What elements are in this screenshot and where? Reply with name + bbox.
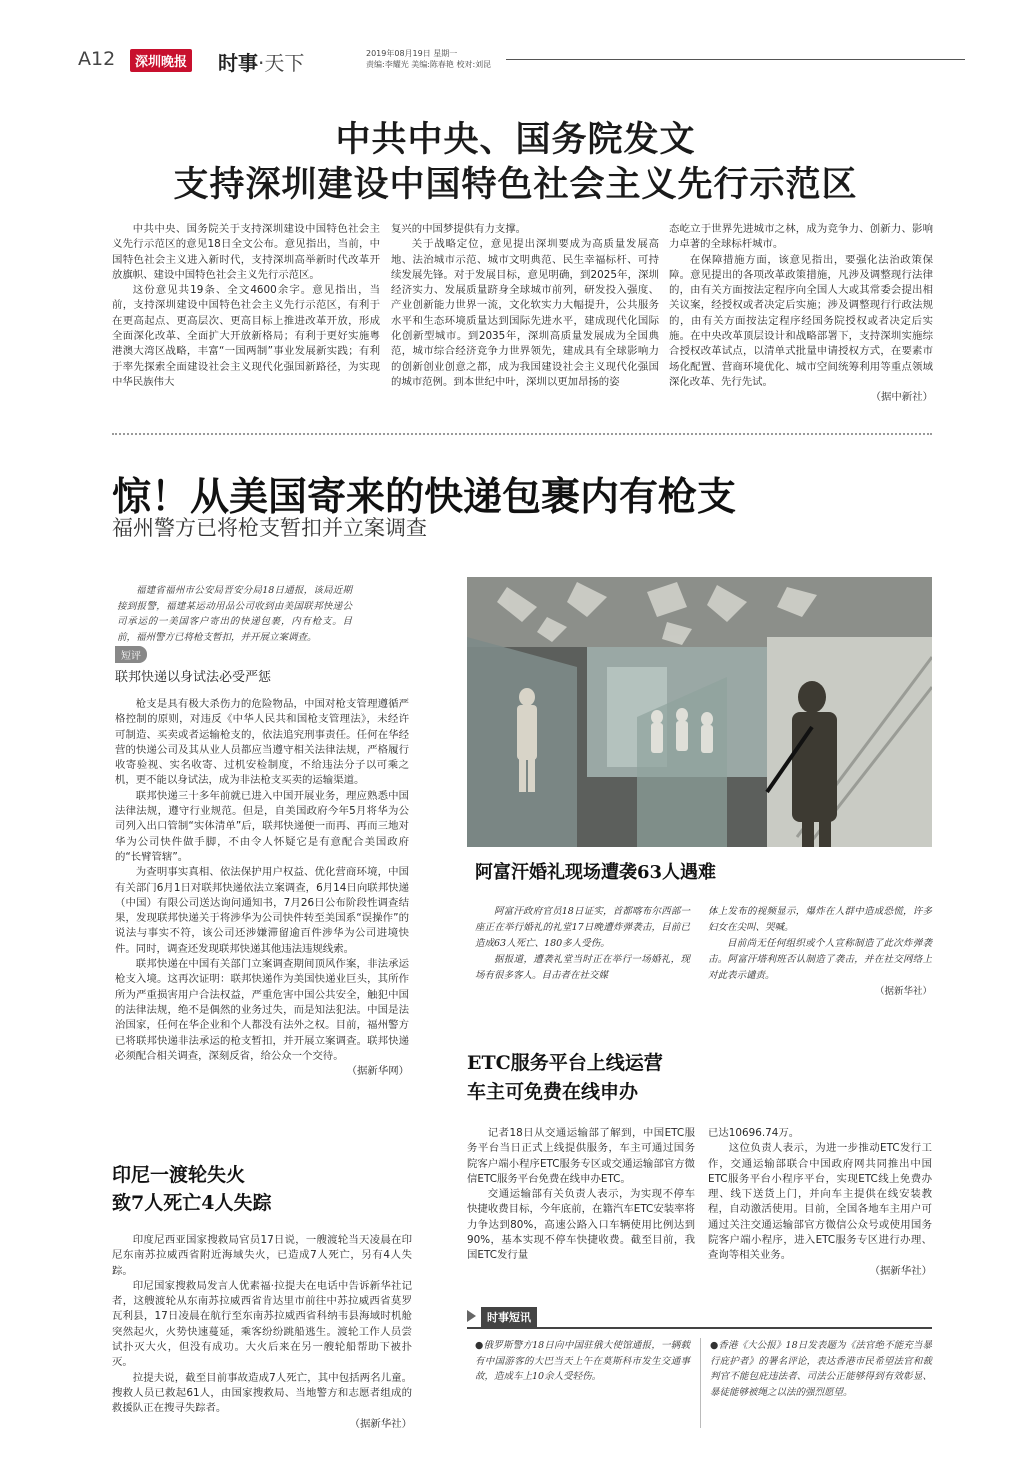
brief-text: ●香港《大公报》18日发表题为《法官绝不能充当暴行庇护者》的署名评论，表达香港市民希望法官和裁判官不能包庇违法者、司法公正能够得到有效彰显、暴徒能够被绳之以法的强烈愿望。 [710, 1340, 932, 1398]
etc-paragraph: 已达10696.74万。 [708, 1127, 800, 1139]
brief-item [710, 1338, 932, 1400]
newspaper-logo: 深圳晚报 [130, 49, 192, 72]
lead-column-2 [391, 222, 659, 390]
afghan-source: （据新华社） [874, 986, 932, 997]
news-photo-afghan-wedding-hall [467, 577, 932, 847]
indonesia-paragraph: 印尼国家搜救局发言人优素福·拉提夫在电话中告诉新华社记者，这艘渡轮从东南苏拉威西省肯达里市前往中苏拉威西省莫罗瓦利县，17日凌晨在航行至东南苏拉威西省科纳韦县海域时机舱突然起火，火势快速蔓延，乘客纷纷跳船逃生。渡轮工作人员尝试扑灭大火，但没有成功。大火后来在另一艘轮船帮助下被扑灭。 [112, 1279, 412, 1369]
lead-headline-line1: 中共中央、国务院发文 [335, 119, 696, 160]
brief-item [475, 1338, 690, 1385]
news-briefs-header [467, 1305, 932, 1329]
afghan-column-2 [708, 904, 932, 1000]
afghan-paragraph: 目前尚无任何组织或个人宣称制造了此次炸弹袭击。阿富汗塔利班否认制造了袭击，并在社交网络上对此表示谴责。 [708, 938, 932, 981]
lead-column-3 [669, 222, 933, 406]
etc-headline-line2: 车主可免费在线申办 [467, 1081, 639, 1103]
lead-column-1 [112, 222, 380, 390]
lead-paragraph: 这份意见共19条、全文4600余字。意见指出，当前，支持深圳建设中国特色社会主义先行示范区，有利于在更高起点、更高层次、更高目标上推进改革开放，形成全面深化改革、全面扩大开放新格局；有利于更好实施粤港澳大湾区战略，丰富“一国两制”事业发展新实践；有利于率先探索全面建设社会主义现代化强国新路径，为实现中华民族伟大 [112, 284, 380, 388]
indonesia-headline-line2: 致7人死亡4人失踪 [112, 1192, 272, 1214]
afghan-paragraph: 阿富汗政府官员18日证实，首都喀布尔西部一座正在举行婚礼的礼堂17日晚遭炸弹袭击，目前已造成63人死亡、180多人受伤。 [475, 906, 690, 949]
afghan-paragraph: 据报道，遭袭礼堂当时正在举行一场婚礼，现场有很多客人。目击者在社交媒 [475, 954, 690, 981]
lead-source: （据中新社） [870, 391, 933, 404]
indonesia-paragraph: 拉提夫说，截至目前事故造成7人死亡，其中包括两名儿童。搜救人员已救起61人，由国家搜救局、当地警方和志愿者组成的救援队正在搜寻失踪者。 [112, 1371, 412, 1415]
gun-subheadline: 福州警方已将枪支暂扣并立案调查 [112, 516, 427, 540]
brief-text: ●俄罗斯警方18日向中国驻俄大使馆通报，一辆载有中国游客的大巴当天上午在莫斯科市发生交通事故，造成车上10余人受轻伤。 [475, 1340, 690, 1382]
etc-headline-line1: ETC服务平台上线运营 [467, 1052, 663, 1074]
page-header [70, 46, 965, 75]
page-number: A12 [78, 48, 116, 70]
lead-paragraph: 态屹立于世界先进城市之林，成为竞争力、创新力、影响力卓著的全球标杆城市。 [669, 223, 933, 251]
gun-lede [117, 583, 352, 645]
brief-divider [700, 1338, 701, 1428]
indonesia-paragraph: 印度尼西亚国家搜救局官员17日说，一艘渡轮当天凌晨在印尼东南苏拉威西省附近海域失火，已造成7人死亡，另有4人失踪。 [112, 1234, 412, 1277]
commentary-tag: 短评 [115, 646, 147, 663]
section-name [218, 47, 304, 76]
etc-paragraph: 交通运输部有关负责人表示，为实现不停车快捷收费目标，今年底前，在籍汽车ETC安装率将力争达到80%，高速公路入口车辆使用比例达到90%，基本实现不停车快捷收费。截至目前，我国ETC发行量 [467, 1188, 695, 1262]
section-sub-label: ·天下 [258, 51, 305, 75]
indonesia-source: （据新华社） [349, 1417, 412, 1430]
editor-credits: 责编:李耀光 美编:陈春艳 校对:刘昆 [366, 60, 492, 69]
afghan-column-1 [475, 904, 690, 984]
header-rule [506, 59, 965, 60]
gun-headline: 惊！从美国寄来的快递包裹内有枪支 [112, 475, 737, 520]
commentary-body [115, 697, 409, 1079]
etc-paragraph: 这位负责人表示，为进一步推动ETC发行工作，交通运输部联合中国政府网共同推出中国ETC服务平台小程序平台，实现ETC线上免费办理、线下送货上门，并向车主提供在线安装教程，自动激活使用。目前，全国各地车主用户可通过关注交通运输部官方微信公众号或使用国务院客户端小程序，进入ETC服务专区进行办理、查询等相关业务。 [708, 1142, 932, 1262]
lead-paragraph: 在保障措施方面，该意见指出，要强化法治政策保障。意见提出的各项改革政策措施，凡涉及调整现行法律的，由有关方面按法定程序向全国人大或其常委会提出相关议案，经授权或者决定后实施；涉及调整现行行政法规的，由有关方面按法定程序经国务院授权或者决定后实施。在中央改革顶层设计和战略部署下，支持深圳实施综合授权改革试点，以清单式批量申请授权方式，在要素市场化配置、营商环境优化、城市空间统筹利用等重点领域深化改革、先行先试。 [669, 253, 933, 388]
photo-caption: 阿富汗婚礼现场遭袭63人遇难 [475, 862, 717, 883]
commentary-paragraph: 联邦快递在中国有关部门立案调查期间顶风作案，非法承运枪支入境。这再次证明：联邦快递作为美国快递业巨头，其所作所为严重损害用户合法权益，严重危害中国公共安全，触犯中国的法律法规，绝不是偶然的业务过失，而是知法犯法。中国是法治国家，任何在华企业和个人都没有法外之权。目前，福州警方已将联邦快递非法承运的枪支暂扣，并开展立案调查。联邦快递必须配合相关调查，深刻反省，给公众一个交待。 [115, 958, 409, 1062]
indonesia-headline-line1: 印尼一渡轮失火 [112, 1164, 246, 1186]
section-divider [112, 433, 932, 435]
news-briefs-label: 时事短讯 [481, 1307, 537, 1327]
etc-paragraph: 记者18日从交通运输部了解到，中国ETC服务平台当日正式上线提供服务，车主可通过国务院客户端小程序ETC服务专区或交通运输部官方微信ETC服务平台免费在线申办ETC。 [467, 1127, 695, 1185]
lead-paragraph: 关于战略定位，意见提出深圳要成为高质量发展高地、法治城市示范、城市文明典范、民生幸福标杆、可持续发展先锋。对于发展目标，意见明确，到2025年，深圳经济实力、发展质量跻身全球城市前列，研发投入强度、产业创新能力世界一流，文化软实力大幅提升，公共服务水平和生态环境质量达到国际先进水平，建成现代化国际化创新型城市。到2035年，深圳高质量发展成为全国典范，城市综合经济竞争力世界领先，建成具有全球影响力的创新创业创意之都，成为我国建设社会主义现代化强国的城市范例。到本世纪中叶，深圳以更加昂扬的姿 [391, 238, 659, 388]
commentary-paragraph: 枪支是具有极大杀伤力的危险物品，中国对枪支管理遵循严格控制的原则，对违反《中华人民共和国枪支管理法》，未经许可制造、买卖或者运输枪支的，依法追究刑事责任。任何在华经营的快递公司及其从业人员都应当遵守相关法律法规，严格履行收寄验视、实名收寄、过机安检制度，不给违法分子以可乘之机，更不能以身试法，成为非法枪支买卖的运输渠道。 [115, 698, 409, 787]
gun-lede-text: 福建省福州市公安局晋安分局18日通报，该局近期接到报警，福建某运动用品公司收到由美国联邦快递公司承运的一美国客户寄出的快递包裹，内有枪支。目前，福州警方已将枪支暂扣，并开展立案调查。 [117, 585, 352, 643]
indonesia-body [112, 1233, 412, 1432]
commentary-paragraph: 联邦快递三十多年前就已进入中国开展业务，理应熟悉中国法律法规，遵守行业规范。但是，自美国政府今年5月将华为公司列入出口管制“实体清单”后，联邦快递便一而再、再而三地对华为公司快件做手脚，不由令人怀疑它是有意配合美国政府的“长臂管辖”。 [115, 789, 409, 863]
etc-source: （据新华社） [869, 1264, 932, 1277]
triangle-marker-icon [467, 1310, 476, 1322]
issue-date: 2019年08月19日 星期一 [366, 49, 458, 58]
section-label: 时事 [218, 51, 258, 75]
etc-column-2 [708, 1126, 932, 1279]
afghan-paragraph: 体上发布的视频显示，爆炸在人群中造成恐慌，许多妇女在尖叫、哭喊。 [708, 906, 932, 933]
commentary-source: （据新华网） [346, 1065, 409, 1078]
lead-paragraph: 中共中央、国务院关于支持深圳建设中国特色社会主义先行示范区的意见18日全文公布。意见指出，当前，中国特色社会主义进入新时代，支持深圳高举新时代改革开放旗帜、建设中国特色社会主义先行示范区。 [112, 223, 380, 281]
commentary-title: 联邦快递以身试法必受严惩 [115, 670, 272, 685]
etc-column-1 [467, 1126, 695, 1264]
lead-paragraph: 复兴的中国梦提供有力支撑。 [391, 223, 527, 235]
header-meta [366, 48, 491, 70]
commentary-paragraph: 为查明事实真相、依法保护用户权益、优化营商环境，中国有关部门6月1日对联邦快递依法立案调查，6月14日向联邦快递（中国）有限公司送达询问通知书，7月26日公布阶段性调查结果，发现联邦快递关于将涉华为公司快件转至美国系“误操作”的说法与事实不符，该公司还涉嫌滞留逾百件涉华为公司进境快件。同时，调查还发现联邦快递其他违法违规线索。 [115, 866, 409, 955]
lead-headline-line2: 支持深圳建设中国特色社会主义先行示范区 [173, 164, 858, 205]
